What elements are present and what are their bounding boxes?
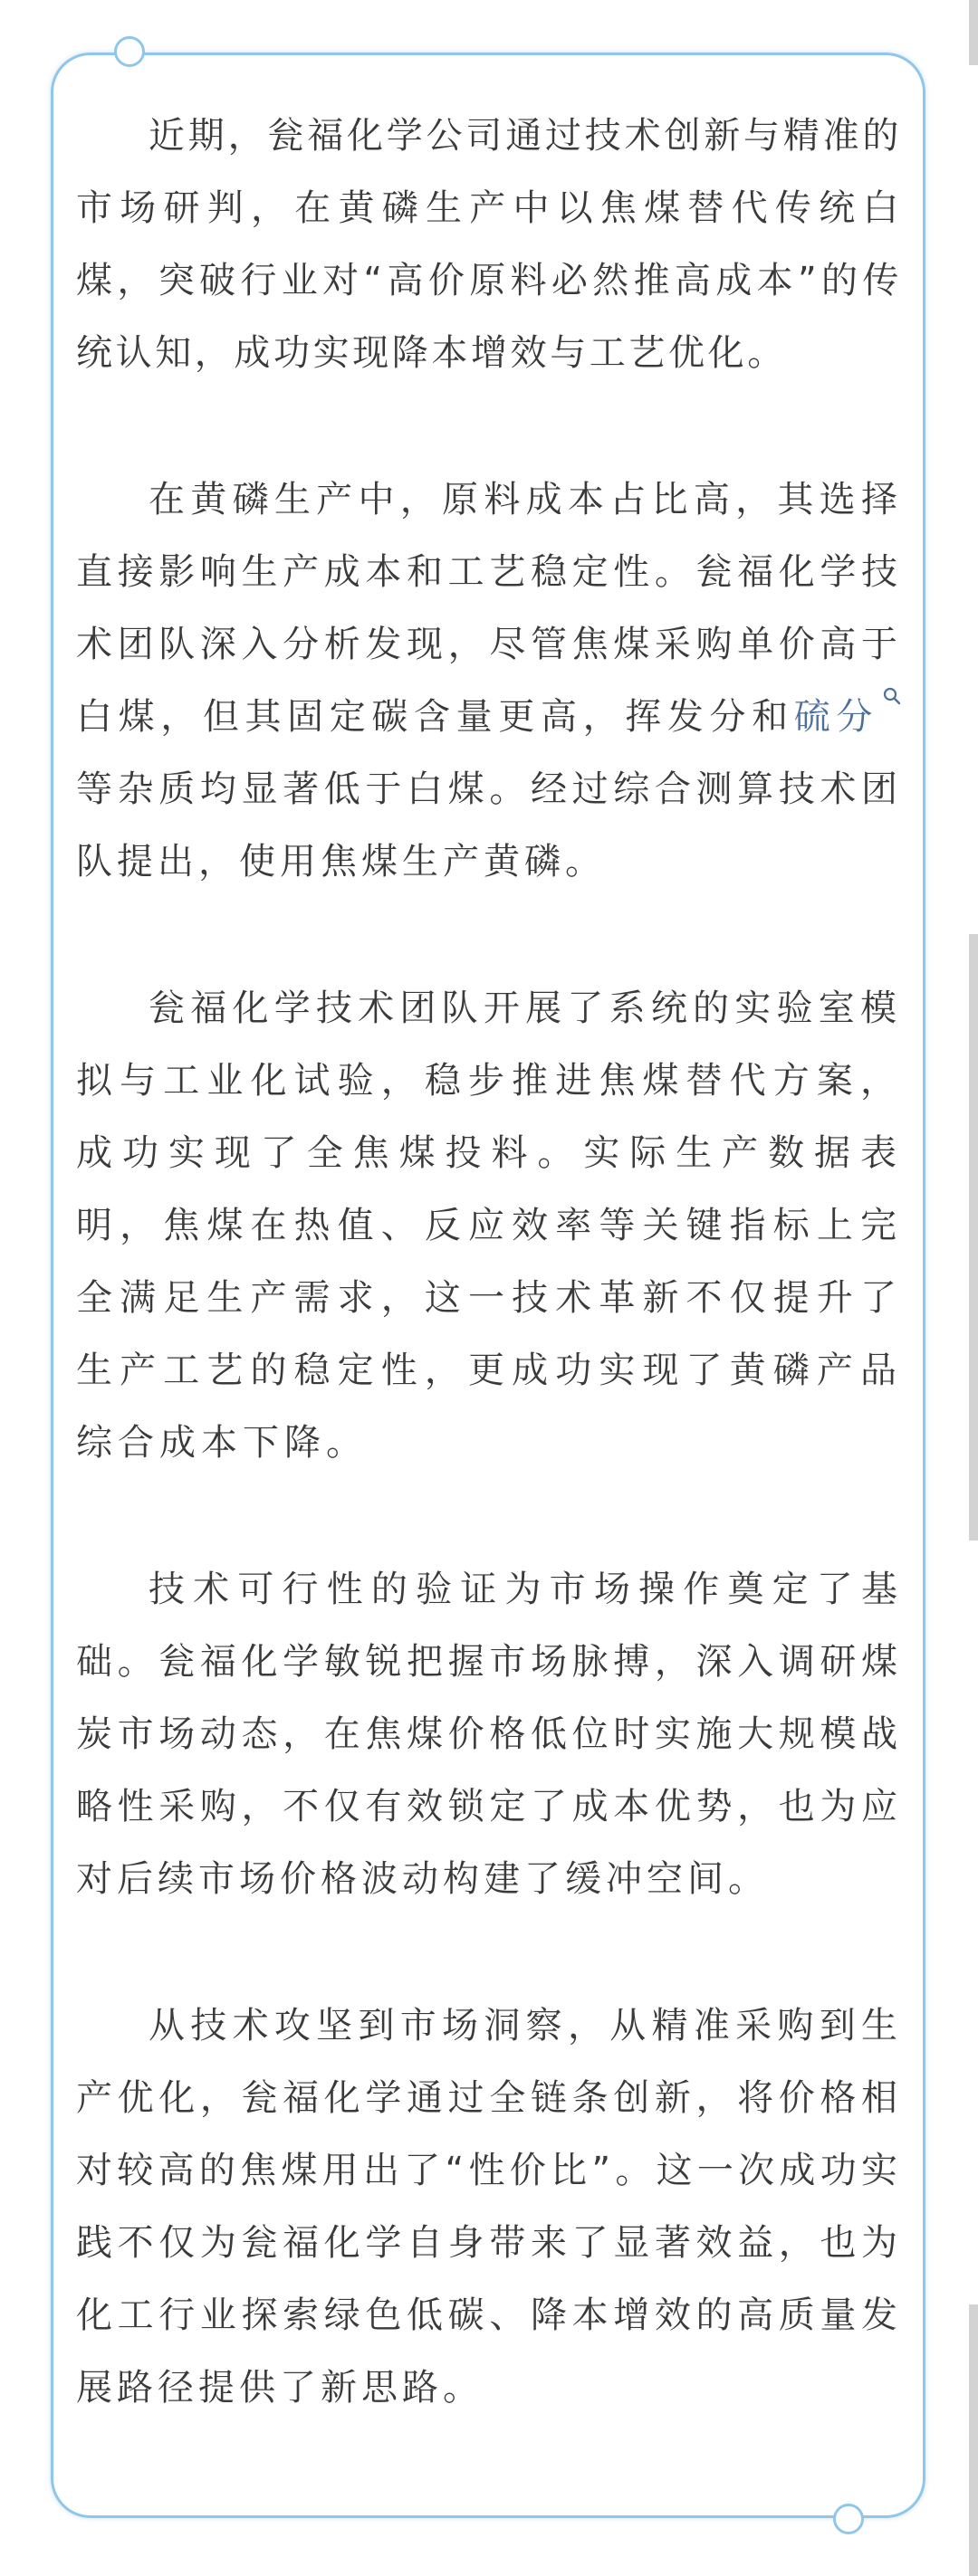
scroll-indicator-top (969, 0, 978, 65)
keyword-link-liufen[interactable]: 硫分 (793, 696, 879, 738)
paragraph-2 (76, 463, 902, 898)
scroll-indicator-bottom (969, 2304, 978, 2576)
frame-ring-top-decoration (114, 36, 145, 67)
paragraph-2-text-after: 等杂质均显著低于白煤。经过综合测算技术团队提出，使用焦煤生产黄磷。 (76, 768, 902, 883)
article-body (76, 100, 902, 2498)
paragraph-3: 瓮福化学技术团队开展了系统的实验室模拟与工业化试验，稳步推进焦煤替代方案，成功实现了全焦煤投料。实际生产数据表明，焦煤在热值、反应效率等关键指标上完全满足生产需求，这一技术革新不仅提升了生产工艺的稳定性，更成功实现了黄磷产品综合成本下降。 (76, 987, 902, 1464)
search-icon[interactable] (882, 686, 902, 706)
paragraph-1: 近期，瓮福化学公司通过技术创新与精准的市场研判，在黄磷生产中以焦煤替代传统白煤，突破行业对“高价原料必然推高成本”的传统认知，成功实现降本增效与工艺优化。 (76, 115, 902, 374)
scroll-indicator-middle (969, 934, 978, 1541)
paragraph-2-text-before: 在黄磷生产中，原料成本占比高，其选择直接影响生产成本和工艺稳定性。瓮福化学技术团队深入分析发现，尽管焦煤采购单价高于白煤，但其固定碳含量更高，挥发分和 (76, 479, 902, 738)
paragraph-5: 从技术攻坚到市场洞察，从精准采购到生产优化，瓮福化学通过全链条创新，将价格相对较高的焦煤用出了“性价比”。这一次成功实践不仅为瓮福化学自身带来了显著效益，也为化工行业探索绿色低碳、降本增效的高质量发展路径提供了新思路。 (76, 2005, 902, 2409)
frame-ring-bottom-decoration (833, 2504, 864, 2534)
paragraph-4: 技术可行性的验证为市场操作奠定了基础。瓮福化学敏锐把握市场脉搏，深入调研煤炭市场动态，在焦煤价格低位时实施大规模战略性采购，不仅有效锁定了成本优势，也为应对后续市场价格波动构建了缓冲空间。 (76, 1569, 902, 1900)
